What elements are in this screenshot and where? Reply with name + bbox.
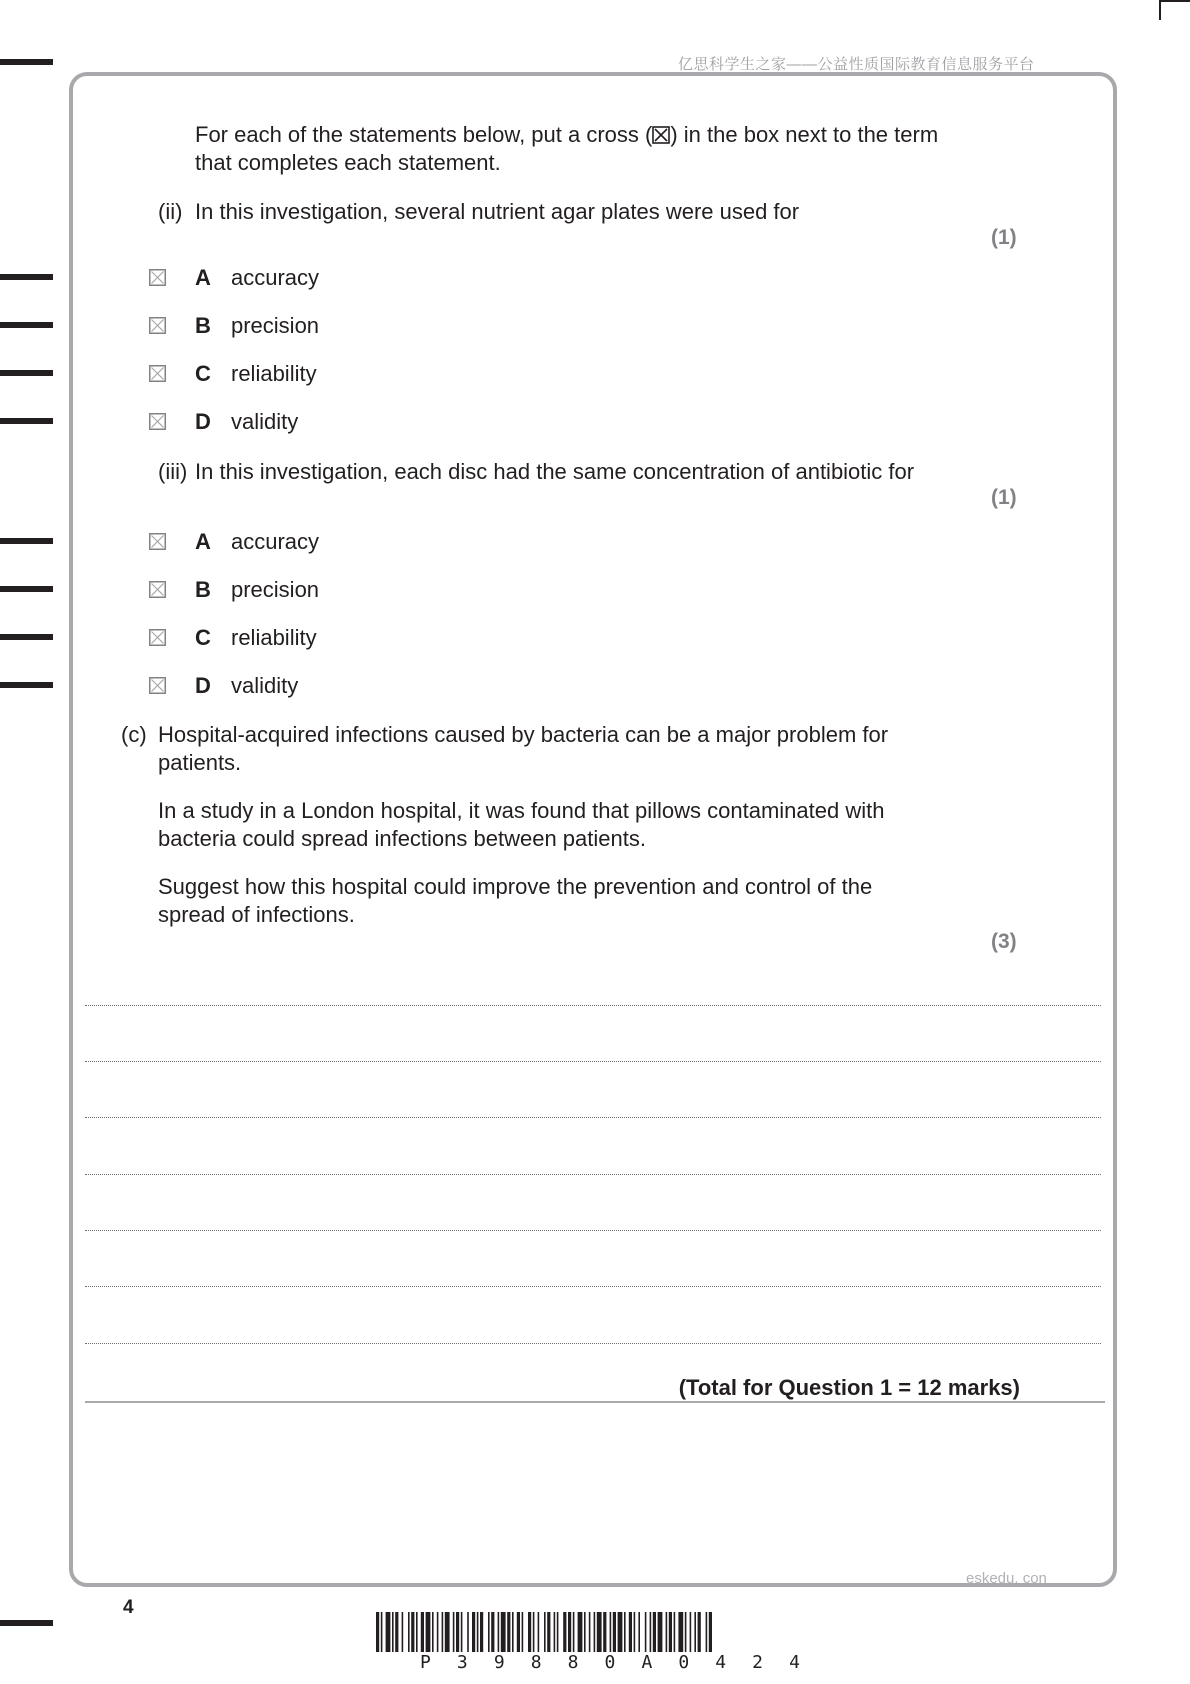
- crop-mark: [1159, 0, 1190, 2]
- option-letter: A: [195, 529, 211, 554]
- barcode-bar: [426, 1612, 431, 1652]
- answer-line[interactable]: [85, 1117, 1101, 1118]
- barcode-bar: [634, 1612, 636, 1652]
- barcode-char: 4: [789, 1652, 800, 1673]
- barcode-bar: [421, 1612, 424, 1652]
- answer-line[interactable]: [85, 1230, 1101, 1231]
- barcode-bar: [480, 1612, 483, 1652]
- question-c-paragraph-3-line-1: Suggest how this hospital could improve the prevention and control of the: [158, 874, 873, 899]
- barcode-bar: [411, 1612, 414, 1652]
- marks-label: (1): [991, 486, 1017, 509]
- option-checkbox[interactable]: [149, 581, 166, 598]
- barcode-bar: [603, 1612, 606, 1652]
- barcode-char: A: [641, 1652, 653, 1673]
- barcode-bar: [402, 1612, 404, 1652]
- barcode-bar: [653, 1612, 656, 1652]
- margin-tick: [0, 586, 53, 592]
- barcode-char: 8: [530, 1652, 542, 1673]
- barcode-bar: [578, 1612, 583, 1652]
- barcode-bar: [392, 1612, 394, 1652]
- barcode-bar: [472, 1612, 475, 1652]
- option-label: accuracy: [231, 265, 320, 290]
- crop-mark: [1159, 0, 1161, 20]
- barcode-text: [420, 1652, 800, 1673]
- option-label: precision: [231, 313, 320, 338]
- answer-line[interactable]: [85, 1174, 1101, 1175]
- barcode-char: 3: [456, 1652, 468, 1673]
- option-label: validity: [231, 409, 299, 434]
- barcode-bar: [437, 1612, 439, 1652]
- barcode-bar: [563, 1612, 566, 1652]
- barcode-bar: [613, 1612, 616, 1652]
- option-letter: B: [195, 577, 211, 602]
- margin-tick: [0, 682, 53, 688]
- question-text: In this investigation, several nutrient agar plates were used for: [195, 199, 800, 224]
- barcode-bar: [416, 1612, 418, 1652]
- barcode-bar: [584, 1612, 586, 1652]
- barcode-bar: [638, 1612, 640, 1652]
- barcode-bar: [698, 1612, 701, 1652]
- barcode-bar: [408, 1612, 410, 1652]
- barcode-bar: [666, 1612, 668, 1652]
- barcode-bar: [650, 1612, 652, 1652]
- option-label: accuracy: [231, 529, 320, 554]
- option-checkbox[interactable]: [149, 413, 166, 430]
- barcode-char: 2: [752, 1652, 763, 1673]
- barcode-bar: [528, 1612, 531, 1652]
- barcode-bar: [512, 1612, 514, 1652]
- barcode-char: 8: [567, 1652, 579, 1673]
- barcode-bar: [678, 1612, 683, 1652]
- barcode-bar: [594, 1612, 596, 1652]
- barcode-bar: [467, 1612, 469, 1652]
- answer-line[interactable]: [85, 1061, 1101, 1062]
- barcode-char: 0: [604, 1652, 616, 1673]
- option-label: precision: [231, 577, 320, 602]
- barcode-bar: [432, 1612, 434, 1652]
- question-total: (Total for Question 1 = 12 marks): [678, 1375, 1020, 1400]
- barcode-bar: [498, 1612, 500, 1652]
- option-checkbox[interactable]: [149, 629, 166, 646]
- barcode-bar: [501, 1612, 506, 1652]
- barcode-bar: [624, 1612, 626, 1652]
- barcode-bar: [547, 1612, 550, 1652]
- margin-tick: [0, 370, 53, 376]
- barcode-bar: [557, 1612, 559, 1652]
- crossed-box-icon: [652, 126, 670, 144]
- marks-label: (3): [991, 930, 1017, 953]
- barcode-char: P: [420, 1652, 431, 1673]
- barcode-bar: [491, 1612, 494, 1652]
- question-number: (iii): [158, 459, 188, 484]
- barcode-bar: [538, 1612, 540, 1652]
- option-letter: A: [195, 265, 211, 290]
- divider: [85, 1401, 1105, 1403]
- barcode-bar: [517, 1612, 520, 1652]
- margin-tick: [0, 274, 53, 280]
- barcode-bar: [706, 1612, 708, 1652]
- question-text: In this investigation, each disc had the same concentration of antibiotic for: [195, 459, 915, 484]
- barcode-bar: [442, 1612, 444, 1652]
- barcode-bar: [381, 1612, 383, 1652]
- option-checkbox[interactable]: [149, 533, 166, 550]
- option-letter: D: [195, 673, 211, 698]
- barcode-bar: [709, 1612, 712, 1652]
- option-checkbox[interactable]: [149, 317, 166, 334]
- question-c-paragraph-2-line-1: In a study in a London hospital, it was found that pillows contaminated with: [158, 798, 885, 823]
- answer-line[interactable]: [85, 1286, 1101, 1287]
- barcode-char: 9: [493, 1652, 505, 1673]
- option-checkbox[interactable]: [149, 677, 166, 694]
- instruction-line-1: For each of the statements below, put a cross ( ) in the box next to the term: [195, 122, 939, 147]
- option-label: reliability: [231, 625, 317, 650]
- page-number: 4: [123, 1597, 134, 1618]
- barcode-bar: [573, 1612, 575, 1652]
- question-c-paragraph-1-line-1: Hospital-acquired infections caused by bacteria can be a major problem for: [158, 722, 889, 747]
- barcode-bar: [456, 1612, 459, 1652]
- barcode-bar: [645, 1612, 647, 1652]
- option-label: reliability: [231, 361, 317, 386]
- question-number: (ii): [158, 199, 183, 224]
- barcode-bar: [395, 1612, 398, 1652]
- barcode-bar: [453, 1612, 455, 1652]
- barcode-bar: [568, 1612, 571, 1652]
- barcode-char: 4: [715, 1652, 727, 1673]
- option-letter: B: [195, 313, 211, 338]
- option-checkbox[interactable]: [149, 269, 166, 286]
- barcode-bar: [477, 1612, 479, 1652]
- margin-tick: [0, 322, 53, 328]
- barcode-bar: [629, 1612, 632, 1652]
- option-letter: C: [195, 361, 211, 386]
- question-number: (c): [121, 722, 147, 747]
- margin-tick: [0, 59, 53, 65]
- watermark-footer: eskedu. con: [966, 1570, 1047, 1587]
- barcode: [376, 1612, 808, 1652]
- barcode-bar: [445, 1612, 450, 1652]
- barcode-bar: [669, 1612, 672, 1652]
- answer-line[interactable]: [85, 1005, 1101, 1006]
- barcode-bar: [694, 1612, 696, 1652]
- option-checkbox[interactable]: [149, 365, 166, 382]
- answer-line[interactable]: [85, 1343, 1101, 1344]
- question-c-paragraph-3-line-2: spread of infections.: [158, 902, 355, 927]
- barcode-bar: [658, 1612, 663, 1652]
- question-c-paragraph-2-line-2: bacteria could spread infections between patients.: [158, 826, 646, 851]
- instruction-line-2: that completes each statement.: [195, 150, 501, 175]
- barcode-bar: [685, 1612, 687, 1652]
- barcode-bar: [461, 1612, 463, 1652]
- margin-tick: [0, 418, 53, 424]
- option-letter: C: [195, 625, 211, 650]
- marks-label: (1): [991, 226, 1017, 249]
- margin-tick: [0, 634, 53, 640]
- barcode-char: 0: [678, 1652, 690, 1673]
- barcode-bar: [507, 1612, 510, 1652]
- watermark-header: 亿思科学生之家——公益性质国际教育信息服务平台: [678, 56, 1035, 73]
- barcode-bar: [376, 1612, 379, 1652]
- barcode-bar: [488, 1612, 490, 1652]
- barcode-bar: [610, 1612, 612, 1652]
- option-letter: D: [195, 409, 211, 434]
- barcode-bar: [544, 1612, 546, 1652]
- margin-tick: [0, 538, 53, 544]
- barcode-bar: [533, 1612, 535, 1652]
- barcode-bar: [554, 1612, 556, 1652]
- question-c-paragraph-1-line-2: patients.: [158, 750, 242, 775]
- barcode-bar: [690, 1612, 692, 1652]
- barcode-bar: [386, 1612, 391, 1652]
- barcode-bar: [674, 1612, 676, 1652]
- barcode-bar: [618, 1612, 623, 1652]
- barcode-bar: [597, 1612, 602, 1652]
- barcode-bar: [522, 1612, 524, 1652]
- margin-tick: [0, 1620, 53, 1626]
- barcode-bar: [589, 1612, 591, 1652]
- option-label: validity: [231, 673, 299, 698]
